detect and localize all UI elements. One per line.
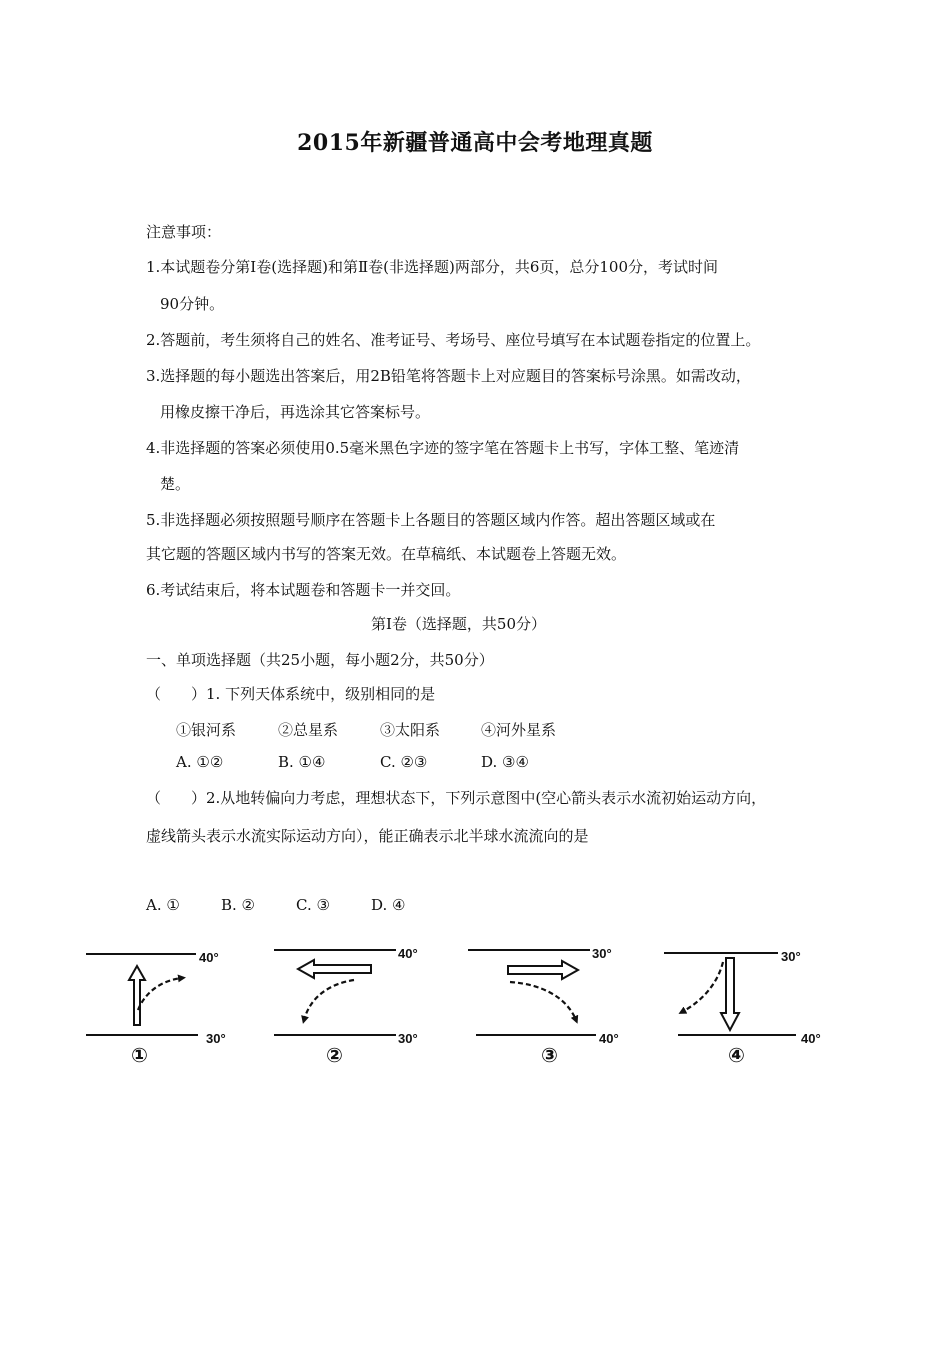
- bottom-latitude-label: 30°: [206, 1031, 226, 1046]
- notice-line: 90分钟。: [160, 295, 225, 313]
- bottom-latitude-label: 40°: [801, 1031, 821, 1046]
- section-heading: 第Ⅰ卷（选择题，共50分）: [371, 615, 547, 633]
- notice-line: 楚。: [160, 475, 191, 493]
- initial-flow-arrow: [298, 960, 371, 978]
- figure-label: ③: [541, 1043, 558, 1067]
- top-latitude-label: 30°: [592, 946, 612, 961]
- notice-heading: 注意事项：: [146, 223, 222, 241]
- figure-label: ④: [728, 1043, 745, 1067]
- figure-2: [274, 946, 418, 1067]
- question-1-option: A. ①②: [176, 753, 224, 771]
- top-latitude-label: 40°: [398, 946, 418, 961]
- question-1-item: ④河外星系: [481, 721, 557, 739]
- notice-line: 4.非选择题的答案必须使用0.5毫米黑色字迹的签字笔在答题卡上书写，字体工整、笔迹清: [146, 439, 740, 457]
- question-1-item: ③太阳系: [380, 721, 441, 739]
- figure-label: ②: [326, 1043, 343, 1067]
- notice-line: 3.选择题的每小题选出答案后，用2B铅笔将答题卡上对应题目的答案标号涂黑。如需改动，: [146, 367, 751, 385]
- actual-flow-arrow: [510, 982, 576, 1020]
- notice-line: 1.本试题卷分第Ⅰ卷(选择题)和第Ⅱ卷(非选择题)两部分，共6页，总分100分，考试时间: [146, 258, 719, 276]
- bottom-latitude-label: 40°: [599, 1031, 619, 1046]
- actual-flow-arrow: [138, 978, 182, 1010]
- page-title: 2015年新疆普通高中会考地理真题: [297, 130, 653, 156]
- question-2-figures: [78, 938, 838, 1073]
- question-2-option: A. ①: [146, 896, 180, 914]
- figure-label: ①: [131, 1043, 148, 1067]
- question-1-item: ②总星系: [278, 721, 339, 739]
- notice-line: 用橡皮擦干净后，再选涂其它答案标号。: [160, 403, 431, 421]
- question-1-item: ①银河系: [176, 721, 237, 739]
- figure-3: [468, 946, 619, 1067]
- bottom-latitude-label: 30°: [398, 1031, 418, 1046]
- coriolis-diagram: [78, 938, 838, 1073]
- question-2-option: B. ②: [221, 896, 256, 914]
- question-1-option: C. ②③: [380, 753, 428, 771]
- question-1-option: D. ③④: [481, 753, 529, 771]
- question-2-option: D. ④: [371, 896, 406, 914]
- initial-flow-arrow: [129, 966, 145, 1025]
- notice-line: 6.考试结束后，将本试题卷和答题卡一并交回。: [146, 581, 461, 599]
- question-2-stem: （ ）2.从地转偏向力考虑，理想状态下，下列示意图中(空心箭头表示水流初始运动方向，: [146, 789, 767, 807]
- question-2-stem: 虚线箭头表示水流实际运动方向），能正确表示北半球水流流向的是: [146, 827, 589, 845]
- figure-4: [664, 949, 821, 1067]
- figure-1: [86, 950, 226, 1067]
- initial-flow-arrow: [508, 961, 578, 979]
- actual-flow-arrow: [682, 962, 723, 1012]
- notice-line: 其它题的答题区域内书写的答案无效。在草稿纸、本试题卷上答题无效。: [146, 545, 627, 563]
- notice-line: 2.答题前，考生须将自己的姓名、准考证号、考场号、座位号填写在本试题卷指定的位置上。: [146, 331, 761, 349]
- top-latitude-label: 30°: [781, 949, 801, 964]
- top-latitude-label: 40°: [199, 950, 219, 965]
- question-1-option: B. ①④: [278, 753, 326, 771]
- notice-line: 5.非选择题必须按照题号顺序在答题卡上各题目的答题区域内作答。超出答题区域或在: [146, 511, 716, 529]
- question-2-option: C. ③: [296, 896, 330, 914]
- question-1-stem: （ ）1. 下列天体系统中，级别相同的是: [146, 685, 436, 703]
- initial-flow-arrow: [721, 958, 739, 1030]
- part-heading: 一、单项选择题（共25小题，每小题2分，共50分）: [146, 651, 494, 669]
- actual-flow-arrow: [304, 980, 354, 1020]
